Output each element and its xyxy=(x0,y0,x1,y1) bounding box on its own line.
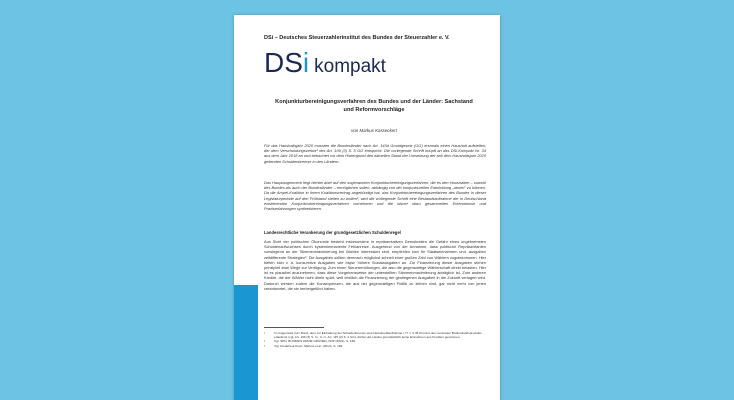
logo-i: i xyxy=(302,47,310,78)
dsi-kompakt-logo xyxy=(264,49,386,77)
footnotes xyxy=(264,331,486,348)
logo-ds: DS xyxy=(264,47,303,78)
footnote xyxy=(264,344,486,348)
footnote-number: ¹ xyxy=(264,331,266,335)
logo-kompakt: kompakt xyxy=(314,56,386,77)
document-title: Konjunkturbereinigungsverfahren des Bundes und der Länder: Sachstand und Reformvorschläge xyxy=(275,99,473,113)
footnote-text: Vgl. Fredebeul-Krein, Markus et al. (2014), S. 169. xyxy=(274,343,344,348)
footnote-number: ² xyxy=(264,339,266,344)
intro-paragraph-1: Für das Haushaltsjahr 2020 mussten die Bundesländer nach Art. 143d Grundgesetz (GG) erstmals einen Haushalt aufstellen, der dem Verschuldungsverbot¹ des Art. 109 (3) S. 5 GG entspricht. Die vorliegende Schrift knüpft an das DSi-Kompakt Nr. 34 aus dem Jahr 2018 an und betrachtet vor dem Hintergrund den aktuellen Stand der Umsetzung der seit dem Haushaltsjahr 2020 geltenden Schuldenbremse in den Ländern. xyxy=(264,143,486,164)
document-author: von Markus Kasseckert xyxy=(351,128,397,133)
footnote xyxy=(264,331,486,339)
footnote-rule xyxy=(264,327,324,328)
page-content xyxy=(234,15,500,400)
footnote-text: Im Gegensatz zum Bund, dem zur Einhaltung der Schuldenbremse eine Nettokreditaufnahme i. H. v. 0,35 Prozent des nominalen Bruttoinlandsprodukts erlaubt ist (vgl. Art. 109 (3) S. 4 i. V. m. Art. 115 (2) S. 2 GG), dürfen die Länder grundsätzlich keine Einnahmen aus Krediten generieren. xyxy=(274,331,482,340)
section-body: Aus Sicht der politischen Ökonomie besteht insbesondere in repräsentativen Demokratien die Gefahr eines ungebremsten Schuldenaufwuchses durch systemimmanente Fehlanreize. Ausgehend von der Annahme, dass politische Repräsentanten vorwiegend an der Stimmenmaximierung bei Wahlen interessiert sind, empfehlen sich für Staatseinnahmen und -ausgaben zeitdifferente Strategien³. Die Ausgaben sollten demnach möglichst schnell einer großen Zahl von Wählern zugutekommen. Hier bieten sich v. a. konsumtive Ausgaben wie bspw. höhere Sozialausgaben an. Zur Finanzierung dieser Ausgaben stehen prinzipiell zwei Wege zur Verfügung. Zum einen Steuererhöhungen, die also die gegenwärtige Wählerschaft direkt belasten. Hier ist es plausibel anzunehmen, dass diese Vorgehensweise der unterstellten Stimmenmaximierung abträglich ist. Zum anderen Kredite, die der Wähler nicht direkt spürt, weil letztlich die Finanzierung der gestiegenen Ausgaben in die Zukunft verlagert wird. Dadurch werden zudem die Konsequenzen, die aus der gegenwärtigen Politik zu ziehen sind, gar nicht mehr von jenen verantwortet, die sie herbeigeführt haben. xyxy=(264,239,486,291)
footnote-text: Vgl. SPD, BÜNDNIS 90/DIE GRÜNEN, FDP (2021), S. 160. xyxy=(274,339,356,344)
footnote-number: ³ xyxy=(264,343,266,348)
intro-paragraph-2: Das Hauptaugenmerk liegt hierbei aber auf den sogenannten Konjunkturbereinigungsverfahren, die es den Haushalten – sowohl des Bundes als auch der Bundesländer – ermöglichen sollen, abhängig von der konjunkturellen Entwicklung „atmen“ zu können. Da die Ampel-Koalition in ihrem Koalitionsvertrag angekündigt hat, das Konjunkturbereinigungsverfahren des Bundes in dieser Legislaturperiode auf den Prüfstand stellen zu wollen², wird die vorliegende Schrift eine Bestandsaufnahme der in Deutschland existierenden Konjunkturbereinigungsverfahren vornehmen und die bisher dazu gesammelten Erkenntnisse und Praxiserfahrungen synthetisieren. xyxy=(264,180,486,212)
organization-name: DSi – Deutsches Steuerzahlerinstitut des Bundes der Steuerzahler e. V. xyxy=(264,35,450,41)
section-heading: Landesrechtliche Verankerung der grundgesetzlichen Schuldenregel xyxy=(264,230,401,235)
